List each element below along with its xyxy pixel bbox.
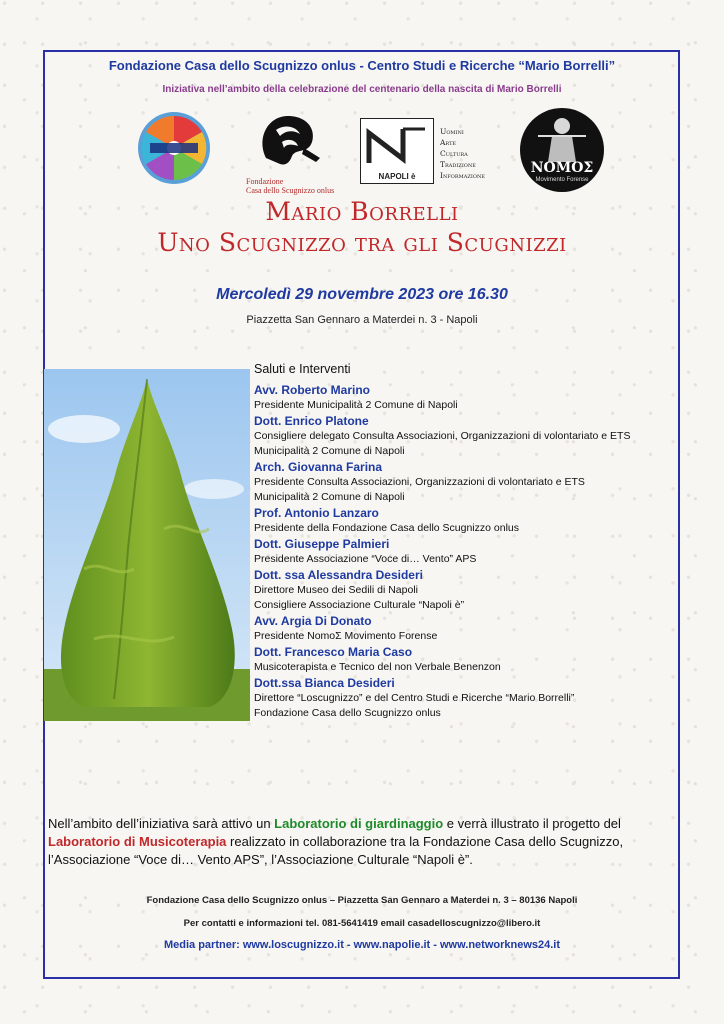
- speaker-name: Avv. Argia Di Donato: [254, 614, 372, 628]
- paragraph-text-2: e verrà illustrato il progetto del: [443, 816, 621, 831]
- speaker-entry: [254, 459, 684, 505]
- event-date: Mercoledì 29 novembre 2023 ore 16.30: [216, 286, 508, 303]
- speakers-section: [254, 362, 684, 721]
- event-place: Piazzetta San Gennaro a Materdei n. 3 - Napoli: [246, 314, 478, 326]
- napoli-word-5: Informazione: [440, 171, 485, 180]
- speaker-role: Presidente Municipalità 2 Comune di Napoli: [254, 399, 458, 411]
- paragraph-text-3: realizzato in collaborazione tra la Fondazione Casa dello Scugnizzo, l’Associazione “Voce di… Vento APS”, l’Associazione Culturale “Napoli è”.: [48, 834, 624, 867]
- speaker-name: Dott. Enrico Platone: [254, 414, 369, 428]
- header-initiative: Iniziativa nell’ambito della celebrazione del centenario della nascita di Mario Borrelli: [162, 84, 562, 95]
- speaker-name: Dott. Francesco Maria Caso: [254, 645, 413, 659]
- napoli-word-2: Arte: [440, 138, 457, 147]
- napoli-word-3: Cultura: [440, 149, 468, 158]
- header-organization: Fondazione Casa dello Scugnizzo onlus - Centro Studi e Ricerche “Mario Borrelli”: [108, 58, 616, 73]
- napoli-e-logo: [358, 116, 488, 188]
- fondazione-logo: [246, 108, 336, 195]
- speaker-role: Consigliere Associazione Culturale “Napoli è”: [254, 599, 465, 611]
- footer-media-partners: Media partner: www.loscugnizzo.it - www.napolie.it - www.networknews24.it: [163, 939, 561, 951]
- title-line-2: Uno Scugnizzo tra gli Scugnizzi: [157, 228, 567, 257]
- speaker-role: Presidente NomoΣ Movimento Forense: [254, 630, 438, 642]
- speaker-name: Prof. Antonio Lanzaro: [254, 506, 379, 520]
- music-therapy-highlight: Laboratorio di Musicoterapia: [48, 834, 227, 849]
- speaker-role: Direttore Museo dei Sedili di Napoli: [254, 584, 418, 596]
- speaker-name: Dott. Giuseppe Palmieri: [254, 537, 390, 551]
- napoli-word-4: Tradizione: [440, 160, 476, 169]
- speaker-name: Arch. Giovanna Farina: [254, 460, 383, 474]
- speaker-role: Fondazione Casa dello Scugnizzo onlus: [254, 707, 441, 719]
- speaker-role: Municipalità 2 Comune di Napoli: [254, 491, 405, 503]
- speaker-role: Presidente Consulta Associazioni, Organizzazioni di volontariato e ETS: [254, 476, 585, 488]
- speaker-name: Avv. Roberto Marino: [254, 383, 371, 397]
- speaker-entry: [254, 613, 684, 644]
- speaker-name: Dott. ssa Alessandra Desideri: [254, 568, 423, 582]
- fondazione-caption-1: Fondazione: [246, 177, 284, 186]
- speaker-role: Direttore “Loscugnizzo” e del Centro Studi e Ricerche “Mario Borrelli”: [254, 692, 575, 704]
- gardening-workshop-highlight: Laboratorio di giardinaggio: [274, 816, 444, 831]
- nomos-label: ΝΟΜΟΣ: [530, 160, 594, 176]
- speaker-role: Presidente della Fondazione Casa dello Scugnizzo onlus: [254, 522, 520, 534]
- nomos-logo: [520, 108, 604, 192]
- workshop-paragraph: [48, 815, 678, 869]
- speaker-role: Musicoterapista e Tecnico del non Verbale Benenzon: [254, 661, 501, 673]
- speaker-role: Presidente Associazione “Voce di… Vento” APS: [254, 553, 477, 565]
- speaker-name: Dott.ssa Bianca Desideri: [254, 676, 395, 690]
- voce-di-vento-logo: [136, 110, 212, 186]
- speaker-entry: [254, 536, 684, 567]
- napoli-word-1: Uomini: [440, 127, 464, 136]
- speaker-entry: [254, 413, 684, 459]
- tree-photo: [44, 369, 250, 721]
- fondazione-caption-2: Casa dello Scugnizzo onlus: [246, 186, 335, 195]
- speaker-role: Municipalità 2 Comune di Napoli: [254, 445, 405, 457]
- speaker-entry: [254, 644, 684, 675]
- napoli-e-tag: NAPOLI è: [378, 172, 416, 181]
- nomos-sub: Movimento Forense: [535, 177, 589, 183]
- speaker-entry: [254, 567, 684, 613]
- speaker-entry: [254, 505, 684, 536]
- footer-contacts: Per contatti e informazioni tel. 081-5641419 email casadelloscugnizzo@libero.it: [183, 918, 541, 929]
- speaker-entry: [254, 675, 684, 721]
- footer-address: Fondazione Casa dello Scugnizzo onlus – Piazzetta San Gennaro a Materdei n. 3 – 80136 Napoli: [146, 895, 578, 906]
- title-line-1: Mario Borrelli: [265, 197, 459, 226]
- paragraph-text-1: Nell’ambito dell’iniziativa sarà attivo un: [48, 816, 275, 831]
- speaker-entry: [254, 382, 684, 413]
- speaker-role: Consigliere delegato Consulta Associazioni, Organizzazioni di volontariato e ETS: [254, 430, 631, 442]
- speakers-heading: Saluti e Interventi: [254, 362, 351, 376]
